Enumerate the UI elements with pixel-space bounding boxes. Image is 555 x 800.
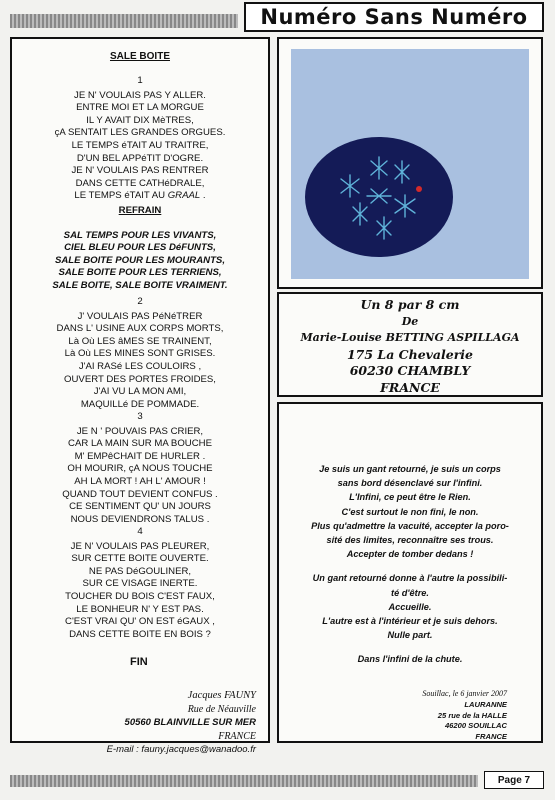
poem-line: çA SENTAIT LES GRANDES ORGUES. [54, 127, 226, 139]
caption-line: Marie-Louise BETTING ASPILLAGA [300, 331, 520, 344]
signature-street: 25 rue de la HALLE [437, 710, 507, 720]
poem-line: LE TEMPS éTAIT AU TRAITRE, [71, 139, 209, 151]
poem-line: JE N' VOULAIS PAS PLEURER, [70, 540, 210, 552]
poem-line: C'EST VRAI QU' ON EST éGAUX , [65, 616, 215, 628]
prose-line: L'autre est à l'intérieur et je suis dehors. [322, 616, 498, 627]
poem-title: SALE BOITE [109, 51, 170, 62]
author-name: Jacques FAUNY [187, 690, 256, 701]
stanza-2 [12, 296, 268, 411]
prose-line: té d'être. [391, 587, 429, 598]
prose-line: Un gant retourné donne à l'autre la possibili- [312, 573, 508, 584]
poem-line: TOUCHER DU BOIS C'EST FAUX, [65, 590, 215, 602]
poem-italic-word: GRAAL [167, 190, 201, 202]
poem-line: QUAND TOUT DEVIENT CONFUS . [62, 488, 218, 500]
poem-line: NOUS DEVIENDRONS TALUS . [70, 513, 210, 525]
signature-city: 46200 SOUILLAC [444, 721, 507, 731]
artwork-image [291, 49, 529, 279]
prose-line: sans bord désenclavé sur l'infini. [337, 478, 483, 489]
poem-line: MAQUILLé DE POMMADE. [80, 398, 200, 410]
refrain [12, 205, 268, 293]
poem-line-end: . [200, 190, 206, 202]
prose-signature [422, 689, 507, 743]
stanza-3 [12, 411, 268, 526]
prose-text [283, 462, 537, 667]
prose-line: Nulle part. [387, 630, 433, 641]
caption-line: FRANCE [380, 379, 440, 395]
poem-line: OH MOURIR, çA NOUS TOUCHE [67, 463, 213, 475]
poem-line: JE N ' POUVAIS PAS CRIER, [76, 425, 204, 437]
poem-line: ENTRE MOI ET LA MORGUE [76, 102, 204, 114]
caption-line: 60230 CHAMBLY [349, 363, 471, 378]
signature-name: LAURANNE [464, 699, 507, 709]
prose-line: Accueille. [388, 601, 432, 612]
caption-line: De [401, 314, 419, 328]
poem-line: CE SENTIMENT QU' UN JOURS [69, 501, 211, 513]
poem-line: JE N' VOULAIS PAS Y ALLER. [74, 89, 206, 101]
prose-line: Je suis un gant retourné, je suis un corps [319, 464, 501, 474]
prose-panel [277, 402, 543, 743]
prose-line: Dans l'infini de la chute. [357, 654, 463, 665]
caption-line: 175 La Chevalerie [346, 346, 474, 362]
artwork-red-dot [416, 186, 422, 192]
refrain-line: SAL TEMPS POUR LES VIVANTS, [63, 229, 217, 241]
prose-line: Plus qu'admettre la vacuité, accepter la poro- [311, 520, 509, 531]
refrain-title: REFRAIN [118, 205, 162, 216]
stanza-number: 3 [137, 411, 143, 422]
prose-line: sité des limites, reconnaître ses trous. [326, 535, 494, 546]
page-number: Page 7 [484, 771, 544, 789]
footer-decorative-bar [10, 775, 478, 787]
poem-line: JE N' VOULAIS PAS RENTRER [71, 165, 209, 177]
poem-line: LE BONHEUR N' Y EST PAS. [76, 603, 204, 615]
artwork-caption-panel [277, 292, 543, 397]
header-decorative-bar [10, 14, 238, 28]
author-city: 50560 BLAINVILLE SUR MER [124, 717, 256, 728]
prose-line: L'Infini, ce peut être le Rien. [349, 492, 471, 503]
poem-line: DANS CETTE CATHéDRALE, [75, 177, 205, 189]
refrain-line: SALE BOITE, SALE BOITE VRAIMENT. [52, 279, 228, 291]
poem-line [12, 190, 268, 203]
author-street: Rue de Néauville [187, 703, 256, 715]
stanza-number: 1 [137, 75, 143, 86]
stanza-4 [12, 526, 268, 641]
poem-line: CAR LA MAIN SUR MA BOUCHE [68, 438, 212, 450]
signature-country: FRANCE [475, 732, 507, 742]
poem-author-signature [107, 689, 256, 757]
prose-line: C'est surtout le non fini, le non. [341, 506, 479, 517]
poem-line: DANS L' USINE AUX CORPS MORTS, [56, 323, 224, 335]
stanza-number: 2 [137, 296, 143, 307]
poem-line: OUVERT DES PORTES FROIDES, [64, 373, 216, 385]
masthead-title: Numéro Sans Numéro [244, 2, 544, 32]
signature-place-date: Souillac, le 6 janvier 2007 [422, 689, 507, 698]
artwork-svg [291, 49, 529, 279]
caption-line: Un 8 par 8 cm [360, 297, 460, 312]
poem-panel [10, 37, 270, 755]
poem-line: M' EMPêCHAIT DE HURLER . [74, 450, 206, 462]
poem-line: SUR CE VISAGE INERTE. [82, 578, 198, 590]
refrain-line: CIEL BLEU POUR LES DéFUNTS, [64, 242, 216, 254]
poem-line: SUR CETTE BOITE OUVERTE. [71, 553, 209, 565]
poem-line: AH LA MORT ! AH L' AMOUR ! [74, 475, 206, 487]
poem-line: NE PAS DéGOULINER, [88, 565, 192, 577]
poem-line: IL Y AVAIT DIX MèTRES, [86, 114, 194, 126]
refrain-line: SALE BOITE POUR LES TERRIENS, [58, 267, 222, 279]
stanza-number: 4 [137, 526, 143, 537]
poem-line: Là Où LES âMES SE TRAINENT, [68, 335, 212, 347]
poem-line: D'UN BEL APPéTIT D'OGRE. [76, 152, 204, 164]
prose-line: Accepter de tomber dedans ! [346, 549, 474, 560]
poem-end-fin: FIN [130, 656, 148, 668]
poem-line: DANS CETTE BOITE EN BOIS ? [69, 628, 211, 640]
poem-line: J' VOULAIS PAS PéNéTRER [77, 310, 203, 322]
poem-line: J'AI VU LA MON AMI, [93, 386, 187, 398]
refrain-line: SALE BOITE POUR LES MOURANTS, [54, 254, 226, 266]
artwork-caption [279, 297, 541, 396]
poem-line-text: LE TEMPS éTAIT AU [74, 190, 168, 202]
poem-line: Là Où LES MINES SONT GRISES. [64, 348, 216, 360]
artwork-disc [305, 137, 453, 257]
stanza-1 [12, 75, 268, 203]
author-country: FRANCE [218, 730, 256, 742]
artwork-panel [277, 37, 543, 289]
poem-line: J'AI RASé LES COULOIRS , [78, 360, 202, 372]
author-email: E-mail : fauny.jacques@wanadoo.fr [106, 744, 256, 755]
